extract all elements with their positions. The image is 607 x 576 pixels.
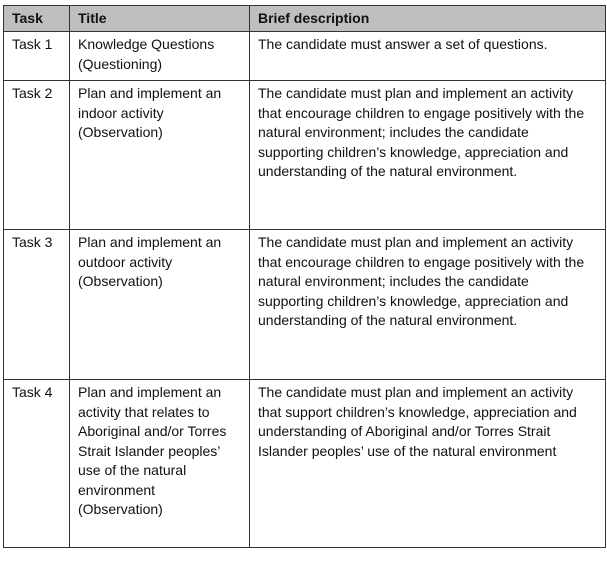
task-cell: Task 3 xyxy=(4,230,70,380)
header-row xyxy=(4,6,606,32)
header-description: Brief description xyxy=(250,6,606,32)
header-task: Task xyxy=(4,6,70,32)
table-row xyxy=(4,81,606,230)
description-cell: The candidate must plan and implement an activity that encourage children to engage positively with the natural environment; includes the candidate supporting children’s knowledge, appreciation and understanding of the natural environment. xyxy=(250,230,606,380)
title-cell: Plan and implement an activity that relates to Aboriginal and/or Torres Strait Islander peoples’ use of the natural environment (Observation) xyxy=(70,380,250,548)
header-title: Title xyxy=(70,6,250,32)
title-cell: Knowledge Questions (Questioning) xyxy=(70,32,250,81)
description-cell: The candidate must plan and implement an activity that support children’s knowledge, appreciation and understanding of Aboriginal and/or Torres Strait Islander peoples’ use of the natural environment xyxy=(250,380,606,548)
table-row xyxy=(4,380,606,548)
description-cell: The candidate must answer a set of questions. xyxy=(250,32,606,81)
task-cell: Task 2 xyxy=(4,81,70,230)
task-cell: Task 4 xyxy=(4,380,70,548)
table-row xyxy=(4,230,606,380)
description-cell: The candidate must plan and implement an activity that encourage children to engage positively with the natural environment; includes the candidate supporting children’s knowledge, appreciation and understanding of the natural environment. xyxy=(250,81,606,230)
task-cell: Task 1 xyxy=(4,32,70,81)
title-cell: Plan and implement an outdoor activity (Observation) xyxy=(70,230,250,380)
title-cell: Plan and implement an indoor activity (Observation) xyxy=(70,81,250,230)
table-row xyxy=(4,32,606,81)
task-table xyxy=(3,5,606,548)
